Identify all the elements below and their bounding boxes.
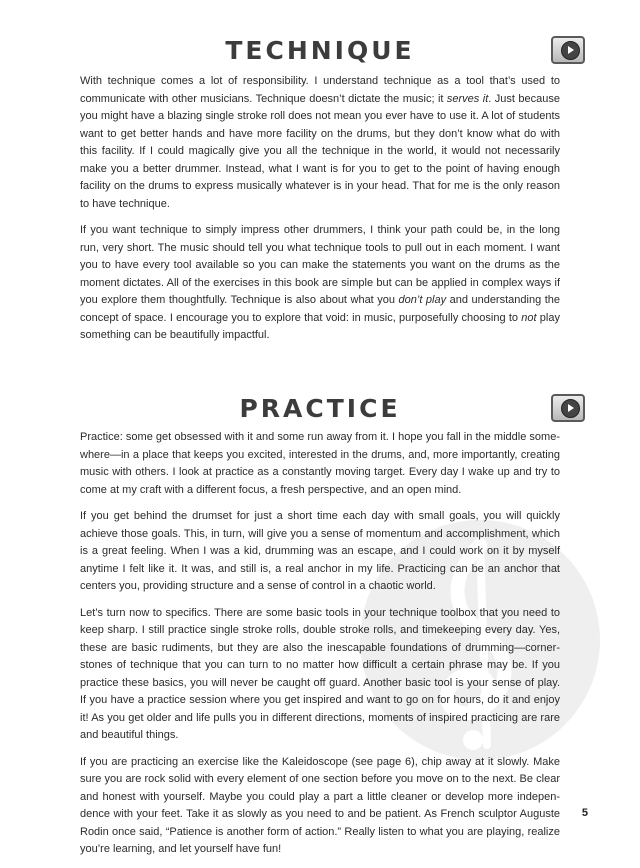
body-paragraph: If you get behind the drumset for just a short time each day with small goals, you will quickly achieve those goals. This, in turn, will give you a sense of momentum and accomplishment, which is a great feeling. When I was a kid, drumming was an escape, and I could work on it by myself anytime I felt like it. It was, and still is, a real anchor in my life. Practicing can be an anchor that centers you, providing structure and a sense of control in a chaotic world. [80,510,560,592]
page-number: 5 [581,807,588,819]
technique-heading: TECHNIQUE [225,36,415,65]
body-paragraph: Practice: some get obsessed with it and some run away from it. I hope you fall in the middle some-where—in a place that keeps you excited, interested in the drums, and, more importantly, creating music with others. I look at practice as a constantly moving target. Every day I wake up and try to come at my craft with a different focus, a fresh perspective, and an open mind. [80,431,560,496]
technique-section [0,36,640,354]
practice-heading: PRACTICE [239,394,401,423]
body-paragraph: With technique comes a lot of responsibility. I understand technique as a tool that’s used to communicate with other musicians. Technique doesn’t dictate the music; it serves it. Just because you might have a blazing single stroke roll does not mean you ever have to use it. A lot of students want to get better hands and have more facility on the drums, but they don’t know what do with this facility. If I could magically give you all the technique in the world, it would not necessarily make you a better drummer. Instead, what I want is for you to get to the point of having enough facility on the drums to express musically whatever is in your head. That for me is the only reason to have technique. [80,75,560,210]
practice-body [80,429,560,859]
body-paragraph: If you are practicing an exercise like the Kaleidoscope (see page 6), chip away at it slowly. Make sure you are rock solid with every element of one section before you move on to the next. Be clear and honest with yourself. Maybe you could play a part a little cleaner or develop more indepen-dence with your feet. Take it as slowly as you need to and be patient. As French sculptor Auguste Rodin once said, “Patience is another form of action.” Really listen to what you are playing, realize you’re learning, and let yourself have fun! [80,755,560,855]
technique-video-button[interactable] [551,36,585,64]
practice-section [0,394,640,868]
technique-body [80,73,560,345]
practice-video-button[interactable] [551,394,585,422]
body-paragraph: Let’s turn now to specifics. There are some basic tools in your technique toolbox that you need to keep sharp. I still practice single stroke rolls, double stroke rolls, and timekeeping every day. Yes, these are basic rudiments, but they are also the inescapable foundations of drumming—corner-stones of technique that you can turn to no matter how difficult a certain phrase may be. If you practice these basics, you will never be caught off guard. Another basic tool is your sense of play. If you have a practice session where you get inspired and want to go on for hours, do it and enjoy it! As you get older and life pulls you in different directions, moments of inspired practicing are rare and beautiful things. [80,606,560,741]
body-paragraph: If you want technique to simply impress other drummers, I think your path could be, in the long run, very short. The music should tell you what technique tools to pull out in each moment. I want you to have every tool available so you can make the statements you want on the drums as the moment dictates. All of the exercises in this book are simple but can be applied in complex ways if you explore them thoughtfully. Technique is also about what you don’t play and understanding the concept of space. I encourage you to explore that void: in music, purposefully choosing to not play something can be beautifully impactful. [80,224,560,341]
